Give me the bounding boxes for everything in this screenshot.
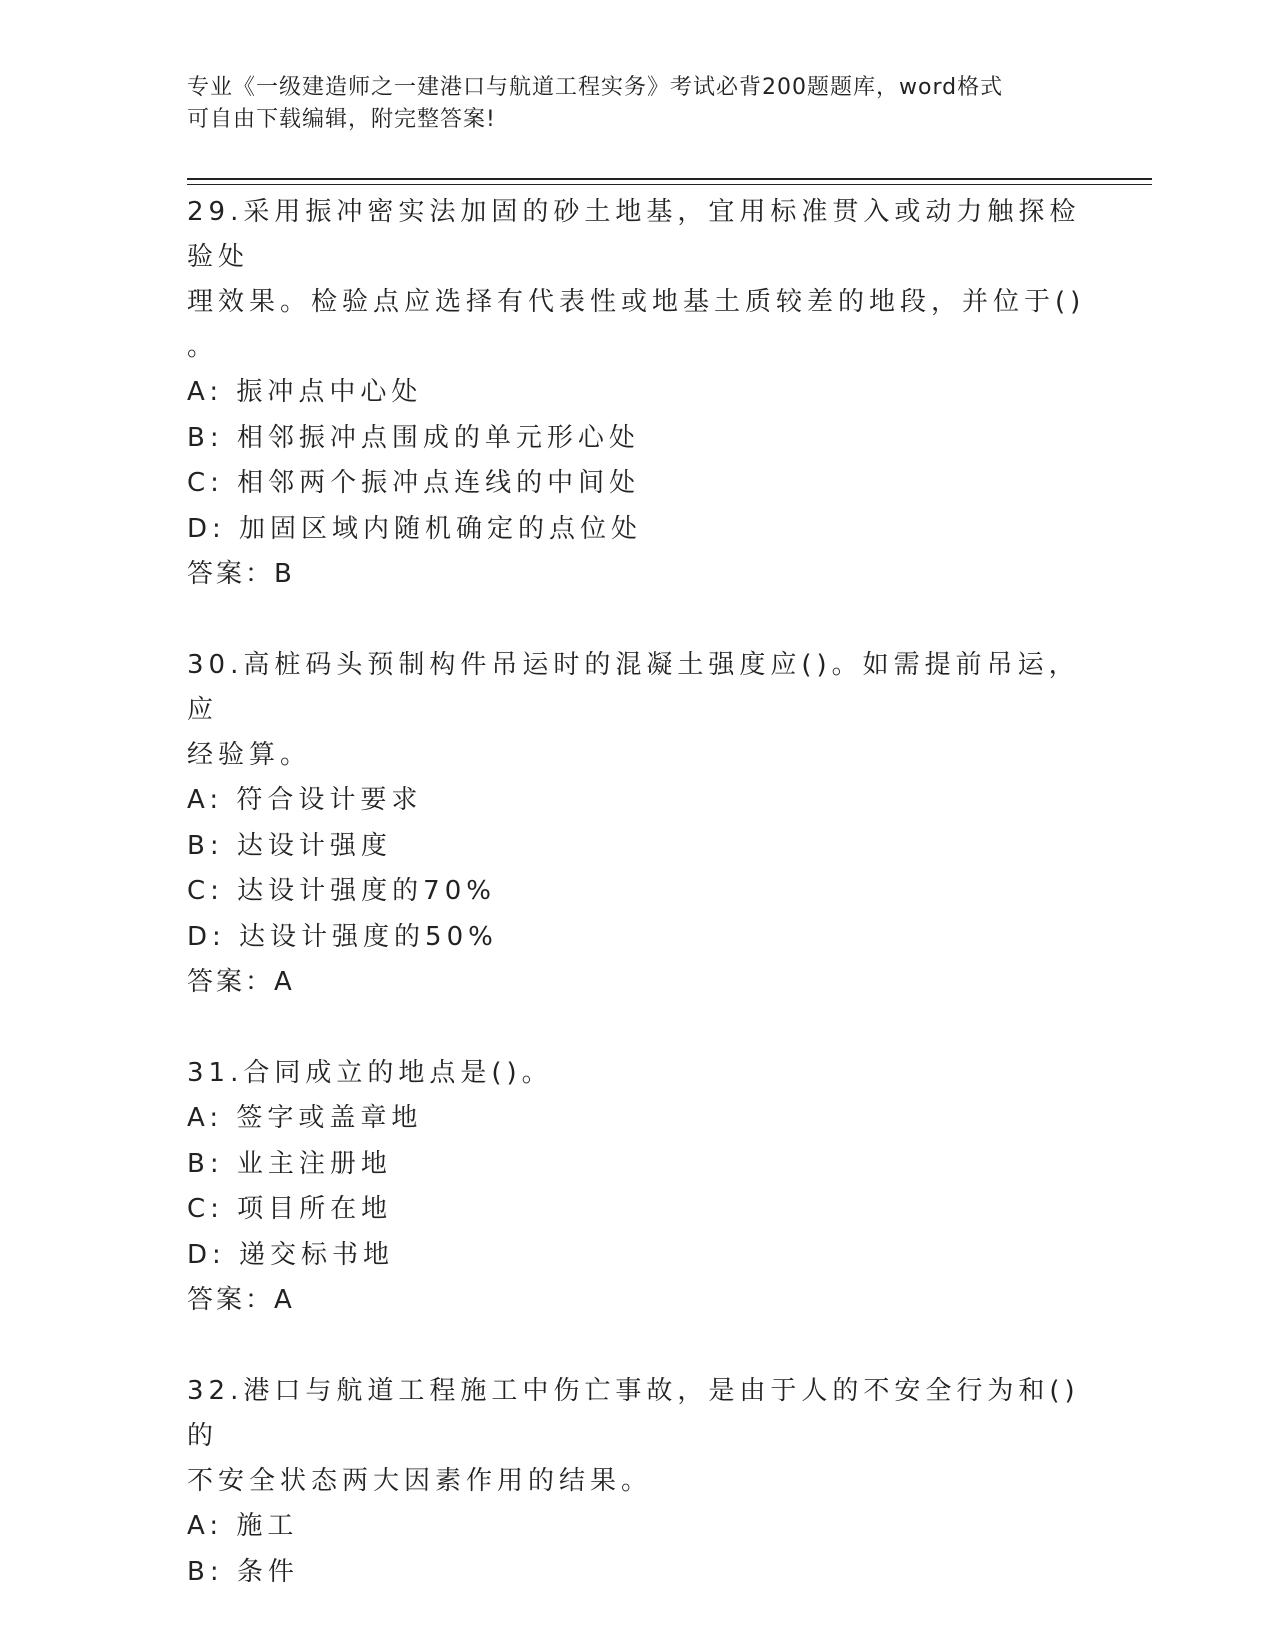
option-b: B: 条件 <box>187 1556 299 1587</box>
question-spacer <box>187 597 1087 643</box>
option-a: A: 振冲点中心处 <box>187 377 423 407</box>
option-d: D: 达设计强度的50% <box>187 921 498 952</box>
question-stem-line: 经验算。 <box>187 740 312 770</box>
option-d: D: 加固区域内随机确定的点位处 <box>187 513 643 544</box>
header-line-2: 可自由下载编辑，附完整答案! <box>187 107 496 132</box>
question-31 <box>187 1051 1087 1323</box>
question-spacer <box>187 1323 1087 1369</box>
question-stem-line: 31.合同成立的地点是()。 <box>187 1058 553 1088</box>
option-c: C: 达设计强度的70% <box>187 876 496 906</box>
header-rule-thin <box>187 184 1152 185</box>
answer-line: 答案：B <box>187 559 295 589</box>
question-stem-line: 理效果。检验点应选择有代表性或地基土质较差的地段，并位于() <box>187 287 1086 317</box>
option-c: C: 相邻两个振冲点连线的中间处 <box>187 468 641 498</box>
question-stem-line: 30.高桩码头预制构件吊运时的混凝土强度应()。如需提前吊运，应 <box>187 650 1080 725</box>
question-list <box>187 190 1087 1595</box>
option-b: B: 相邻振冲点围成的单元形心处 <box>187 422 640 453</box>
option-b: B: 业主注册地 <box>187 1148 392 1179</box>
question-spacer <box>187 1005 1087 1051</box>
answer-line: 答案：A <box>187 967 295 997</box>
option-a: A: 施工 <box>187 1511 299 1541</box>
document-header <box>187 72 1067 136</box>
question-stem-line: 29.采用振冲密实法加固的砂土地基，宜用标准贯入或动力触探检验处 <box>187 197 1081 272</box>
option-a: A: 签字或盖章地 <box>187 1103 423 1133</box>
question-30 <box>187 643 1087 1005</box>
question-32 <box>187 1369 1087 1595</box>
option-c: C: 项目所在地 <box>187 1194 393 1224</box>
header-rule-thick <box>187 178 1152 180</box>
question-stem-line: 32.港口与航道工程施工中伤亡事故，是由于人的不安全行为和()的 <box>187 1376 1080 1451</box>
option-b: B: 达设计强度 <box>187 830 392 861</box>
option-a: A: 符合设计要求 <box>187 785 423 815</box>
answer-line: 答案：A <box>187 1285 295 1315</box>
question-stem-line: 不安全状态两大因素作用的结果。 <box>187 1466 653 1496</box>
question-stem-line: 。 <box>187 332 219 362</box>
option-d: D: 递交标书地 <box>187 1239 395 1270</box>
question-29 <box>187 190 1087 597</box>
header-line-1: 专业《一级建造师之一建港口与航道工程实务》考试必背200题题库，word格式 <box>187 75 1004 100</box>
